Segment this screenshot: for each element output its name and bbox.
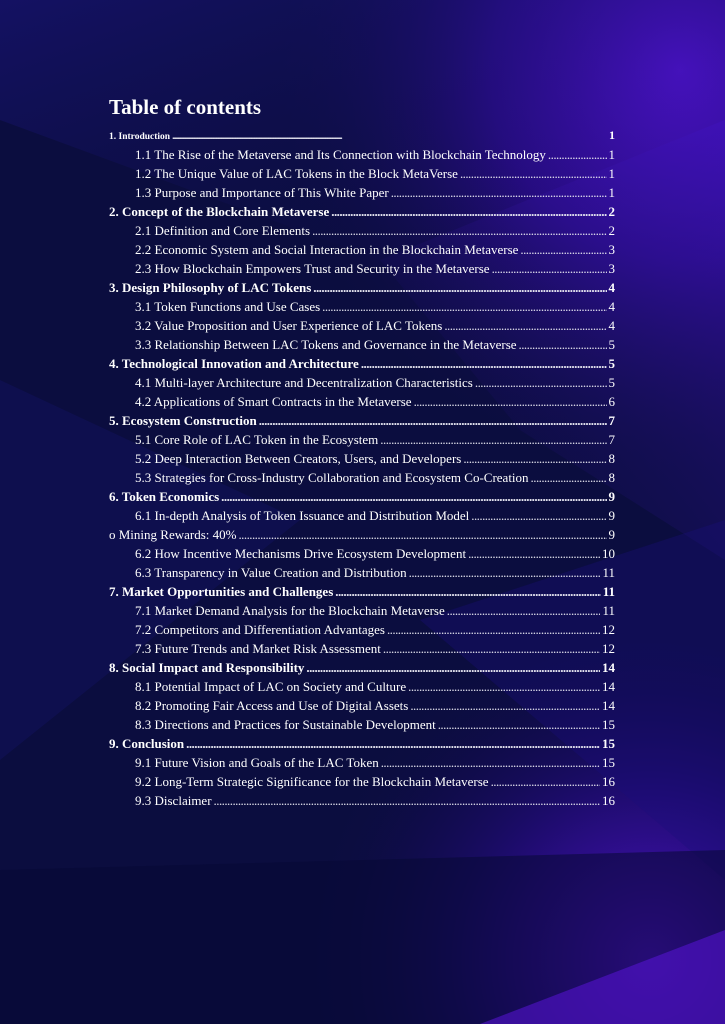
- toc-dot-leader: [531, 468, 607, 487]
- toc-entry-page-number: 9: [608, 489, 615, 504]
- toc-subsection-entry[interactable]: [109, 791, 615, 810]
- toc-dot-leader: [475, 373, 607, 392]
- toc-dot-leader: [391, 183, 607, 202]
- toc-entry-label: 2.2 Economic System and Social Interaction in the Blockchain Metaverse: [135, 242, 519, 257]
- toc-entry-page-number: 1: [608, 166, 615, 181]
- toc-entry-label: 3. Design Philosophy of LAC Tokens: [109, 280, 312, 295]
- toc-entry-label: 9.3 Disclaimer: [135, 793, 212, 808]
- toc-entry-page-number: 2: [608, 223, 615, 238]
- toc-dot-leader: [492, 259, 607, 278]
- toc-entry-label: 1.1 The Rise of the Metaverse and Its Connection with Blockchain Technology: [135, 147, 546, 162]
- toc-entry-page-number: 1: [608, 147, 615, 162]
- toc-entry-page-number: 14: [602, 679, 615, 694]
- toc-dot-leader: [491, 772, 600, 791]
- toc-section-entry[interactable]: [109, 734, 615, 753]
- toc-dot-leader: [238, 525, 606, 544]
- toc-dot-leader: [361, 354, 607, 373]
- toc-entry-label: o Mining Rewards: 40%: [109, 527, 237, 542]
- toc-dot-leader: [463, 449, 606, 468]
- toc-entry-label: 6.2 How Incentive Mechanisms Drive Ecosystem Development: [135, 546, 467, 561]
- toc-entry-page-number: 7: [608, 413, 615, 428]
- toc-subsection-entry[interactable]: [109, 620, 615, 639]
- toc-entry-page-number: 7: [608, 432, 615, 447]
- toc-subsection-entry[interactable]: [109, 601, 615, 620]
- toc-subsection-entry[interactable]: [109, 715, 615, 734]
- toc-section-entry[interactable]: [109, 582, 615, 601]
- toc-dot-leader: [381, 753, 600, 772]
- toc-entry-label: 6.3 Transparency in Value Creation and Distribution: [135, 565, 407, 580]
- toc-entry-label: 3.3 Relationship Between LAC Tokens and Governance in the Metaverse: [135, 337, 517, 352]
- toc-subsection-entry[interactable]: [109, 506, 615, 525]
- toc-entry-label: 5.2 Deep Interaction Between Creators, Users, and Developers: [135, 451, 462, 466]
- toc-entry-label: 6. Token Economics: [109, 489, 220, 504]
- toc-subsection-entry[interactable]: [109, 544, 615, 563]
- toc-dot-leader: [548, 145, 607, 164]
- toc-section-entry[interactable]: [109, 202, 615, 221]
- toc-subsection-entry[interactable]: [109, 449, 615, 468]
- toc-subsection-entry[interactable]: [109, 430, 615, 449]
- toc-dot-leader: [331, 202, 606, 221]
- toc-entry-label: 9.2 Long-Term Strategic Significance for the Blockchain Metaverse: [135, 774, 489, 789]
- toc-dot-leader: [214, 791, 600, 810]
- toc-list: [109, 126, 615, 810]
- toc-entry-page-number: 3: [608, 242, 615, 257]
- toc-entry-page-number: 4: [608, 318, 615, 333]
- toc-entry-label: 9.1 Future Vision and Goals of the LAC Token: [135, 755, 379, 770]
- toc-entry-page-number: 6: [608, 394, 615, 409]
- toc-dot-leader: [471, 506, 606, 525]
- toc-section-entry[interactable]: [109, 487, 615, 506]
- toc-entry-label: 4.1 Multi-layer Architecture and Decentralization Characteristics: [135, 375, 473, 390]
- toc-dot-leader: [306, 658, 600, 677]
- toc-dot-leader: [312, 221, 606, 240]
- toc-entry-label: 5.1 Core Role of LAC Token in the Ecosystem: [135, 432, 379, 447]
- toc-dot-leader: [380, 430, 606, 449]
- toc-subsection-entry[interactable]: [109, 563, 615, 582]
- toc-entry-page-number: 4: [608, 280, 615, 295]
- toc-entry-label: 6.1 In-depth Analysis of Token Issuance and Distribution Model: [135, 508, 470, 523]
- toc-entry-page-number: 11: [602, 603, 615, 618]
- toc-subsection-entry[interactable]: [109, 753, 615, 772]
- toc-dot-leader: [313, 278, 606, 297]
- toc-subsection-entry[interactable]: [109, 677, 615, 696]
- toc-subsection-entry[interactable]: [109, 696, 615, 715]
- toc-entry-page-number: 14: [602, 698, 615, 713]
- toc-subsection-entry[interactable]: [109, 772, 615, 791]
- toc-entry-label: 7.1 Market Demand Analysis for the Blockchain Metaverse: [135, 603, 445, 618]
- toc-entry-page-number: 5: [608, 356, 615, 371]
- toc-entry-page-number: 15: [602, 755, 615, 770]
- toc-dot-leader: [409, 563, 601, 582]
- toc-entry-page-number: 11: [602, 584, 615, 599]
- toc-dot-leader: [322, 297, 606, 316]
- toc-dot-leader: [520, 240, 606, 259]
- toc-entry-page-number: 16: [602, 774, 615, 789]
- toc-entry-label: 1.3 Purpose and Importance of This White Paper: [135, 185, 389, 200]
- toc-subsection-entry[interactable]: [109, 259, 615, 278]
- toc-entry-page-number: 9: [608, 527, 615, 542]
- toc-dot-leader: [410, 696, 600, 715]
- toc-section-entry[interactable]: [109, 126, 615, 145]
- toc-subsection-entry[interactable]: [109, 183, 615, 202]
- toc-dot-leader: [259, 411, 607, 430]
- toc-subsection-entry[interactable]: [109, 164, 615, 183]
- toc-subsection-entry[interactable]: [109, 373, 615, 392]
- toc-subsection-entry[interactable]: [109, 525, 615, 544]
- toc-entry-label: 8.1 Potential Impact of LAC on Society and Culture: [135, 679, 407, 694]
- toc-subsection-entry[interactable]: [109, 316, 615, 335]
- toc-entry-page-number: 8: [608, 451, 615, 466]
- toc-dot-leader: [387, 620, 600, 639]
- toc-section-entry[interactable]: [109, 278, 615, 297]
- toc-entry-label: 2.1 Definition and Core Elements: [135, 223, 311, 238]
- toc-entry-label: 5. Ecosystem Construction: [109, 413, 257, 428]
- toc-entry-label: 8. Social Impact and Responsibility: [109, 660, 305, 675]
- toc-dot-leader: [408, 677, 600, 696]
- toc-entry-page-number: 5: [608, 337, 615, 352]
- toc-dot-leader: [383, 639, 600, 658]
- toc-entry-label: 4.2 Applications of Smart Contracts in the Metaverse: [135, 394, 412, 409]
- toc-entry-page-number: 9: [608, 508, 615, 523]
- toc-dot-leader: [447, 601, 601, 620]
- toc-dot-leader: [221, 487, 606, 506]
- toc-entry-page-number: 3: [608, 261, 615, 276]
- toc-entry-page-number: 16: [602, 793, 615, 808]
- toc-subsection-entry[interactable]: [109, 392, 615, 411]
- toc-entry-label: 7.3 Future Trends and Market Risk Assessment: [135, 641, 381, 656]
- toc-entry-label: 8.3 Directions and Practices for Sustainable Development: [135, 717, 436, 732]
- toc-entry-label: 9. Conclusion: [109, 736, 185, 751]
- toc-entry-label: 1.2 The Unique Value of LAC Tokens in the Block MetaVerse: [135, 166, 458, 181]
- toc-entry-label: 8.2 Promoting Fair Access and Use of Digital Assets: [135, 698, 409, 713]
- toc-entry-label: 7.2 Competitors and Differentiation Advantages: [135, 622, 385, 637]
- toc-subsection-entry[interactable]: [109, 468, 615, 487]
- toc-entry-page-number: 14: [602, 660, 615, 675]
- toc-subsection-entry[interactable]: [109, 240, 615, 259]
- toc-entry-page-number: 15: [602, 717, 615, 732]
- toc-section-entry[interactable]: [109, 354, 615, 373]
- toc-subsection-entry[interactable]: [109, 297, 615, 316]
- page-title: Table of contents: [109, 95, 262, 119]
- toc-entry-page-number: 11: [602, 565, 615, 580]
- toc-entry-page-number: 12: [602, 641, 615, 656]
- toc-entry-page-number: 8: [608, 470, 615, 485]
- toc-subsection-entry[interactable]: [109, 221, 615, 240]
- toc-section-entry[interactable]: [109, 411, 615, 430]
- toc-entry-label: 5.3 Strategies for Cross-Industry Collaboration and Ecosystem Co-Creation: [135, 470, 529, 485]
- toc-dot-leader: [335, 582, 600, 601]
- table-of-contents: [109, 94, 615, 810]
- toc-dot-leader: [519, 335, 607, 354]
- toc-subsection-entry[interactable]: [109, 145, 615, 164]
- toc-dot-leader: [468, 544, 600, 563]
- toc-entry-label: 3.1 Token Functions and Use Cases: [135, 299, 321, 314]
- toc-subsection-entry[interactable]: [109, 335, 615, 354]
- toc-entry-page-number: 4: [608, 299, 615, 314]
- toc-entry-label: 3.2 Value Proposition and User Experience of LAC Tokens: [135, 318, 443, 333]
- toc-entry-label: 4. Technological Innovation and Architecture: [109, 356, 359, 371]
- toc-entry-page-number: 10: [602, 546, 615, 561]
- toc-entry-label: 2. Concept of the Blockchain Metaverse: [109, 204, 330, 219]
- toc-dot-leader: [414, 392, 607, 411]
- toc-dot-leader: [438, 715, 600, 734]
- toc-dot-leader: [460, 164, 607, 183]
- toc-entry-page-number: 15: [602, 736, 615, 751]
- toc-entry-page-number: 2: [608, 204, 615, 219]
- toc-section-entry[interactable]: [109, 658, 615, 677]
- toc-entry-label: 1. Introduction: [109, 132, 171, 142]
- toc-entry-page-number: 1: [609, 128, 615, 142]
- toc-entry-label: 2.3 How Blockchain Empowers Trust and Security in the Metaverse: [135, 261, 490, 276]
- toc-entry-page-number: 12: [602, 622, 615, 637]
- toc-dot-leader: [444, 316, 606, 335]
- toc-entry-page-number: 1: [608, 185, 615, 200]
- toc-subsection-entry[interactable]: [109, 639, 615, 658]
- toc-entry-page-number: 5: [608, 375, 615, 390]
- toc-dot-leader: [186, 734, 600, 753]
- toc-entry-label: 7. Market Opportunities and Challenges: [109, 584, 334, 599]
